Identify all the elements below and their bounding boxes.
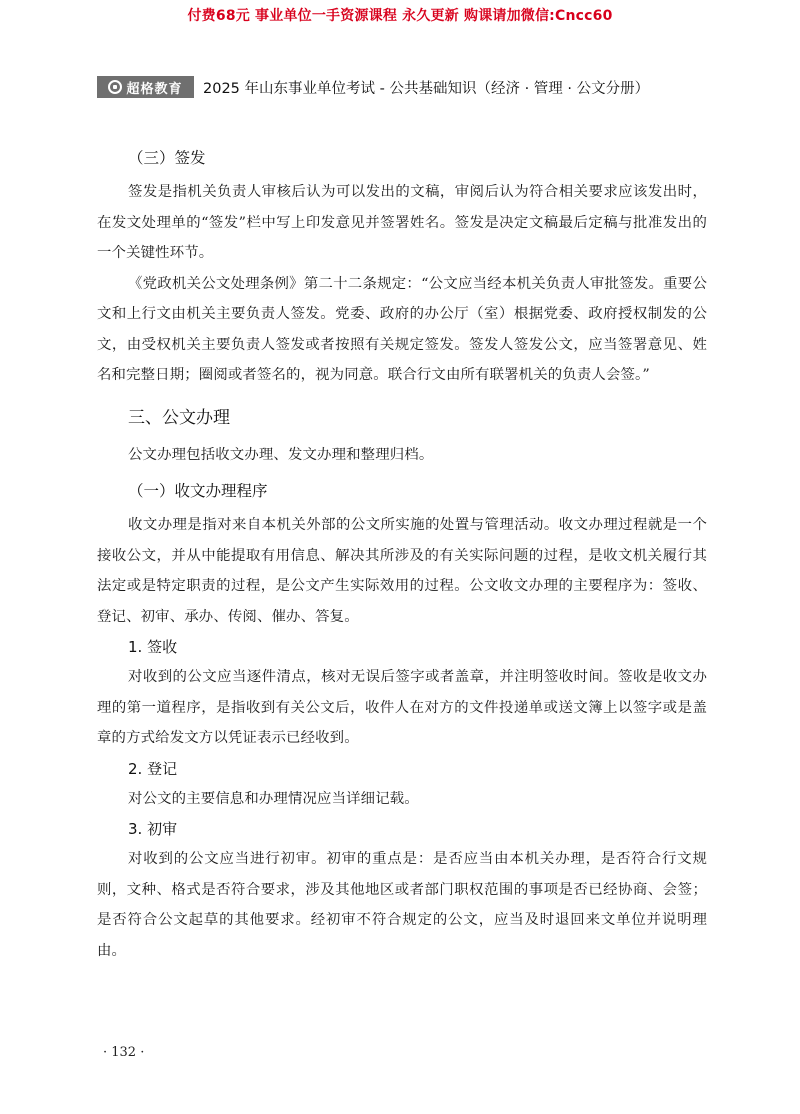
section-heading-receiving-procedure: （一）收文办理程序 — [128, 482, 268, 500]
paragraph-registration: 对公文的主要信息和办理情况应当详细记载。 — [128, 790, 419, 807]
paragraph-signing-regulation: 《党政机关公文处理条例》第二十二条规定：“公文应当经本机关负责人审批签发。重要公文和上行文由机关主要负责人签发。党委、政府的办公厅（室）根据党委、政府授权制发的公文，由受权机关主要负责人签发或者按照有关规定签发。签发人签发公文，应当签署意见、姓名和完整日期；圈阅或者签名的，视为同意。联合行文由所有联署机关的负责人会签。” — [97, 275, 707, 383]
paragraph-sign-receipt: 对收到的公文应当逐件清点，核对无误后签字或者盖章，并注明签收时间。签收是收文办理的第一道程序，是指收到有关公文后，收件人在对方的文件投递单或送文簿上以签字或是盖章的方式给发文方以凭证表示已经收到。 — [97, 669, 707, 746]
document-body — [97, 146, 707, 966]
paragraph-signing-definition: 签发是指机关负责人审核后认为可以发出的文稿，审阅后认为符合相关要求应该发出时，在发文处理单的“签发”栏中写上印发意见并签署姓名。签发是决定文稿最后定稿与批准发出的一个关键性环节。 — [97, 184, 707, 261]
header-title: 2025 年山东事业单位考试 - 公共基础知识（经济 · 管理 · 公文分册） — [203, 80, 650, 97]
logo-text: 超格教育 — [126, 81, 183, 97]
promo-banner: 付费68元 事业单位一手资源课程 永久更新 购课请加微信:Cncc60 — [187, 8, 613, 24]
section-heading-signing: （三）签发 — [128, 149, 206, 167]
paragraph-receiving-definition: 收文办理是指对来自本机关外部的公文所实施的处置与管理活动。收文办理过程就是一个接收公文，并从中能提取有用信息、解决其所涉及的有关实际问题的过程，是收文机关履行其法定或是特定职责的过程，是公文产生实际效用的过程。公文收文办理的主要程序为：签收、登记、初审、承办、传阅、催办、答复。 — [97, 517, 707, 625]
item-heading-initial-review: 3. 初审 — [128, 820, 178, 838]
logo-mark-icon — [108, 80, 122, 94]
item-heading-sign-receipt: 1. 签收 — [128, 638, 178, 656]
publisher-logo — [97, 76, 194, 98]
page-header — [97, 75, 707, 99]
paragraph-initial-review: 对收到的公文应当进行初审。初审的重点是：是否应当由本机关办理，是否符合行文规则，文种、格式是否符合要求，涉及其他地区或者部门职权范围的事项是否已经协商、会签；是否符合公文起草的其他要求。经初审不符合规定的公文，应当及时退回来文单位并说明理由。 — [97, 851, 707, 959]
item-heading-registration: 2. 登记 — [128, 759, 178, 778]
section-heading-document-handling: 三、公文办理 — [128, 407, 230, 428]
paragraph-handling-overview: 公文办理包括收文办理、发文办理和整理归档。 — [128, 446, 434, 463]
page-number: · 132 · — [103, 1045, 145, 1060]
